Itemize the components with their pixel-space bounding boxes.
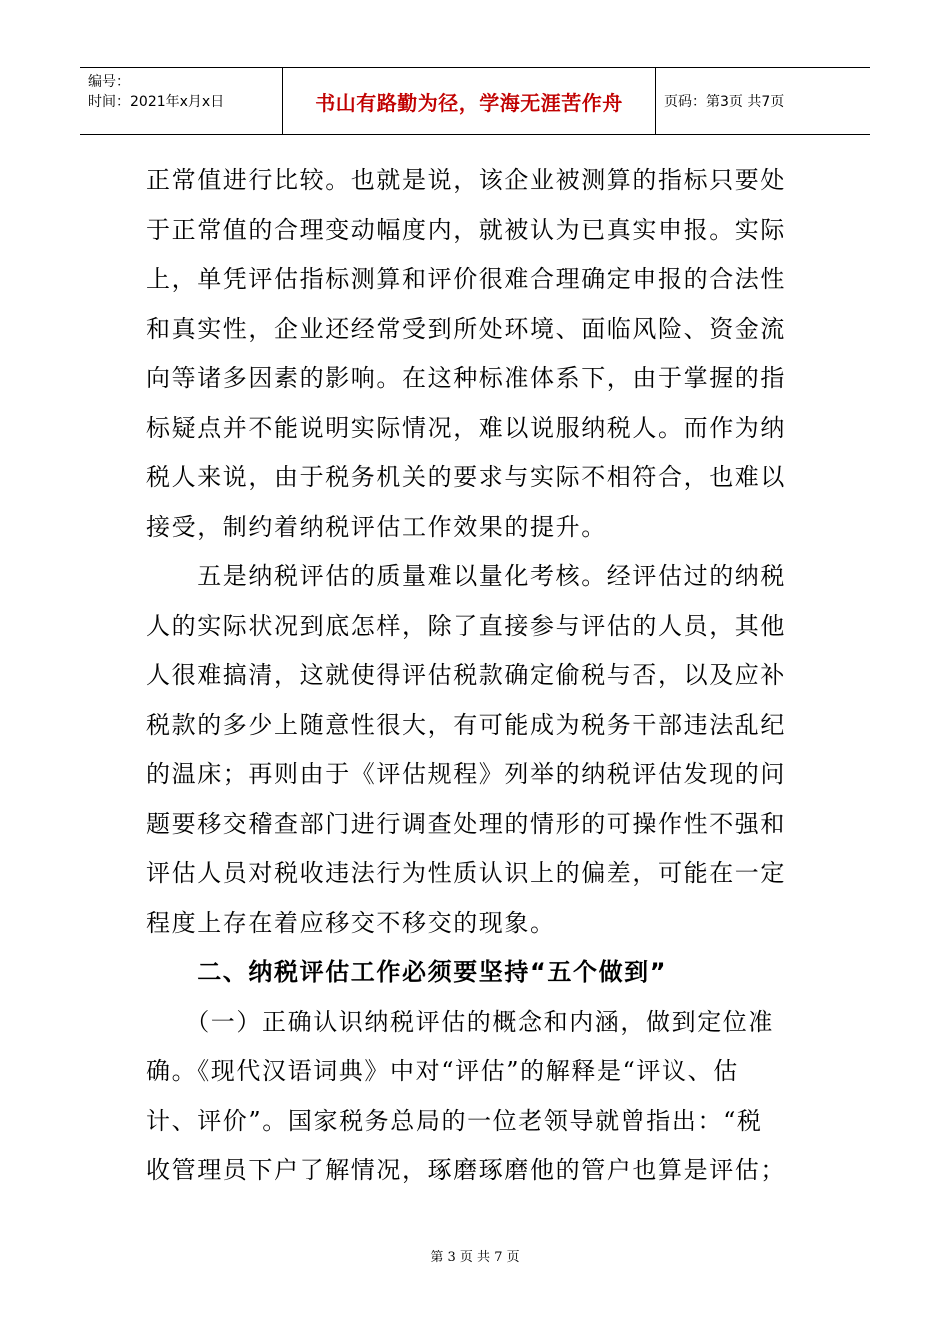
body-line: 正常值进行比较。也就是说，该企业被测算的指标只要处 [146,166,786,194]
body-line: 和真实性，企业还经常受到所处环境、面临风险、资金流 [146,314,786,343]
page-footer: 第 3 页 共 7 页 [430,1250,520,1265]
body-line: 程度上存在着应移交不移交的现象。 [146,908,556,937]
body-line: 题要移交稽查部门进行调查处理的情形的可操作性不强和 [146,809,786,838]
body-line: 于正常值的合理变动幅度内，就被认为已真实申报。实际 [146,215,786,244]
document-number-label: 编号： [88,74,130,90]
body-line: 人的实际状况到底怎样，除了直接参与评估的人员，其他 [146,611,786,640]
body-line: 向等诸多因素的影响。在这种标准体系下，由于掌握的指 [146,364,786,392]
document-body [146,156,806,1196]
document-header [80,67,870,135]
header-page-number: 页码：第3页 共7页 [664,94,785,110]
body-line: 评估人员对税收违法行为性质认识上的偏差，可能在一定 [146,859,786,887]
body-line: 税款的多少上随意性很大，有可能成为税务干部违法乱纪 [146,710,786,739]
body-line: 五是纳税评估的质量难以量化考核。经评估过的纳税 [146,562,786,590]
body-line: 计、评价”。国家税务总局的一位老领导就曾指出：“税 [146,1106,763,1135]
body-line: （一）正确认识纳税评估的概念和内涵，做到定位准 [146,1007,774,1036]
body-line: 税人来说，由于税务机关的要求与实际不相符合，也难以 [146,463,786,491]
section-heading: 二、纳税评估工作必须要坚持“五个做到” [146,958,668,986]
body-line: 上，单凭评估指标测算和评价很难合理确定申报的合法性 [146,265,786,293]
body-line: 接受，制约着纳税评估工作效果的提升。 [146,512,607,541]
header-meta-cell [80,68,283,134]
body-line: 收管理员下户了解情况，琢磨琢磨他的管户也算是评估； [146,1156,786,1184]
body-line: 的温床；再则由于《评估规程》列举的纳税评估发现的问 [146,760,786,788]
document-time-label: 时间：2021年x月x日 [88,94,225,110]
body-line: 标疑点并不能说明实际情况，难以说服纳税人。而作为纳 [146,413,786,442]
body-line: 确。《现代汉语词典》中对“评估”的解释是“评议、估 [146,1057,739,1085]
header-motto: 书山有路勤为径，学海无涯苦作舟 [283,68,656,134]
body-line: 人很难搞清，这就使得评估税款确定偷税与否，以及应补 [146,661,786,689]
